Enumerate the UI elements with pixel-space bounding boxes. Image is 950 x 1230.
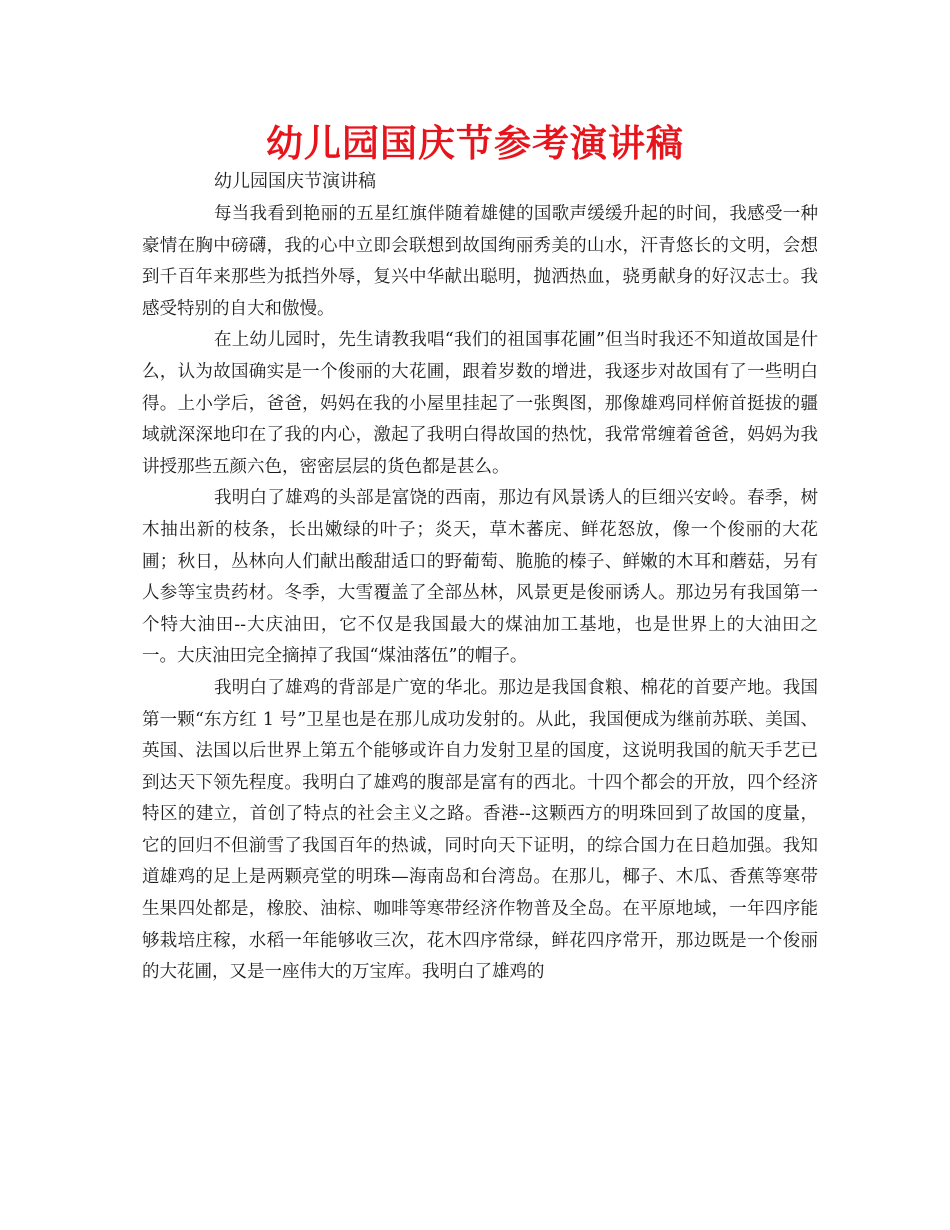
paragraph: 在上幼儿园时，先生请教我唱“我们的祖国事花圃”但当时我还不知道故国是什么，认为故国确实是一个俊丽的大花圃，跟着岁数的增进，我逐步对故国有了一些明白得。上小学后，爸爸，妈妈在我的小屋里挂起了一张舆图，那像雄鸡同样俯首挺拔的疆域就深深地印在了我的内心，激起了我明白得故国的热忱，我常常缠着爸爸，妈妈为我讲授那些五颜六色，密密层层的货色都是甚么。 — [142, 330, 818, 477]
document-subtitle: 幼儿园国庆节演讲稿 — [214, 171, 376, 192]
document-body — [142, 199, 818, 989]
paragraph: 每当我看到艳丽的五星红旗伴随着雄健的国歌声缓缓升起的时间，我感受一种豪情在胸中磅礴，我的心中立即会联想到故国绚丽秀美的山水，汗青悠长的文明，会想到千百年来那些为抵挡外辱，复兴中华献出聪明，抛洒热血，骁勇献身的好汉志士。我感受特别的自大和傲慢。 — [142, 204, 818, 319]
paragraph: 我明白了雄鸡的背部是广宽的华北。那边是我国食粮、棉花的首要产地。我国第一颗“东方红 1 号”卫星也是在那儿成功发射的。从此，我国便成为继前苏联、美国、英国、法国以后世界上第五个能够或许自力发射卫星的国度，这说明我国的航天手艺已到达天下领先程度。我明白了雄鸡的腹部是富有的西北。十四个都会的开放，四个经济特区的建立，首创了特点的社会主义之路。香港--这颗西方的明珠回到了故国的度量，它的回归不但湔雪了我国百年的热诚，同时向天下证明，的综合国力在日趋加强。我知道雄鸡的足上是两颗亮堂的明珠—海南岛和台湾岛。在那儿，椰子、木瓜、香蕉等寒带生果四处都是，橡胶、油棕、咖啡等寒带经济作物普及全岛。在平原地域，一年四序能够栽培庄稼，水稻一年能够收三次，花木四序常绿，鲜花四序常开，那边既是一个俊丽的大花圃，又是一座伟大的万宝库。我明白了雄鸡的 — [142, 677, 818, 983]
document-title: 幼儿园国庆节参考演讲稿 — [266, 122, 684, 165]
paragraph: 我明白了雄鸡的头部是富饶的西南，那边有风景诱人的巨细兴安岭。春季，树木抽出新的枝条，长出嫩绿的叶子；炎天，草木蕃庑、鲜花怒放，像一个俊丽的大花圃；秋日，丛林向人们献出酸甜适口的野葡萄、脆脆的榛子、鲜嫩的木耳和蘑菇，另有人参等宝贵药材。冬季，大雪覆盖了全部丛林，风景更是俊丽诱人。那边另有我国第一个特大油田--大庆油田，它不仅是我国最大的煤油加工基地，也是世界上的大油田之一。大庆油田完全摘掉了我国“煤油落伍”的帽子。 — [142, 488, 818, 667]
